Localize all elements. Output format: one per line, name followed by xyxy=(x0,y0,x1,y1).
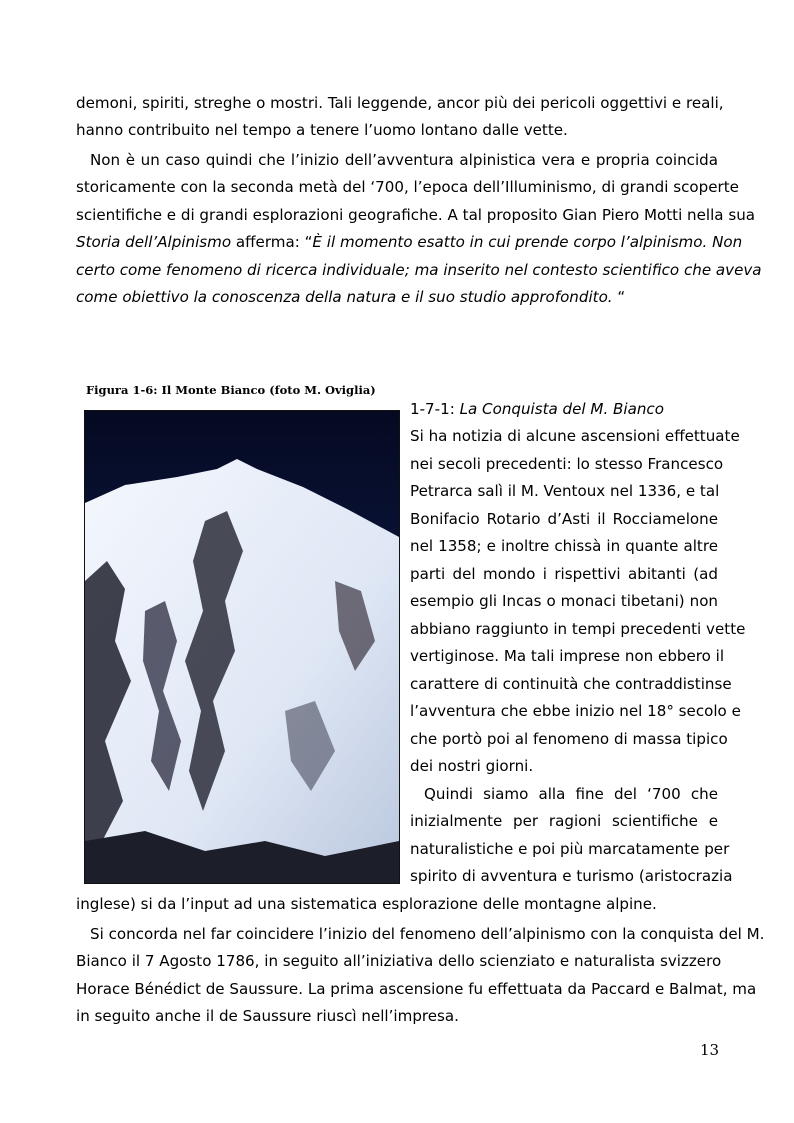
column-text-line: che portò poi al fenomeno di massa tipico xyxy=(410,730,728,748)
body-text-line: Bianco il 7 Agosto 1786, in seguito all’iniziativa dello scienziato e naturalista svizzero xyxy=(76,952,722,970)
column-text-line: carattere di continuità che contraddistinse xyxy=(410,675,732,693)
body-text-line: in seguito anche il de Saussure riuscì nell’impresa. xyxy=(76,1007,459,1025)
mont-blanc-photo xyxy=(84,410,400,884)
figure-caption: Figura 1-6: Il Monte Bianco (foto M. Oviglia) xyxy=(86,383,376,397)
book-title: Storia dell’Alpinismo xyxy=(76,233,232,251)
quote-text: come obiettivo la conoscenza della natura e il suo studio approfondito. xyxy=(76,288,613,306)
column-text-line: spirito di avventura e turismo (aristocrazia xyxy=(410,867,733,885)
column-text-line: nel 1358; e inoltre chissà in quante altre xyxy=(410,537,718,555)
body-text-line: Horace Bénédict de Saussure. La prima ascensione fu effettuata da Paccard e Balmat, ma xyxy=(76,980,757,998)
body-text-line xyxy=(76,232,743,252)
column-text-line: abbiano raggiunto in tempi precedenti vette xyxy=(410,620,746,638)
body-text-line xyxy=(76,260,762,280)
page-number: 13 xyxy=(700,1041,720,1059)
column-text-line: dei nostri giorni. xyxy=(410,757,534,775)
section-heading xyxy=(410,399,718,419)
body-text-line: inglese) si da l’input ad una sistematica esplorazione delle montagne alpine. xyxy=(76,895,657,913)
body-text-line: demoni, spiriti, streghe o mostri. Tali leggende, ancor più dei pericoli oggettivi e reali, xyxy=(76,94,724,112)
column-text-line: Si ha notizia di alcune ascensioni effettuate xyxy=(410,427,740,445)
body-text-line xyxy=(76,287,718,307)
body-text-line: Non è un caso quindi che l’inizio dell’avventura alpinistica vera e propria coincida xyxy=(90,151,718,169)
column-text-line: Bonifacio Rotario d’Asti il Rocciamelone xyxy=(410,510,718,528)
section-title: La Conquista del M. Bianco xyxy=(459,400,664,418)
column-text-line: parti del mondo i rispettivi abitanti (ad xyxy=(410,565,718,583)
body-text-line: Si concorda nel far coincidere l’inizio del fenomeno dell’alpinismo con la conquista del M. xyxy=(90,925,765,943)
mountain-illustration xyxy=(85,411,399,883)
snow-face xyxy=(85,459,399,883)
body-text-line: storicamente con la seconda metà del ‘700, l’epoca dell’Illuminismo, di grandi scoperte xyxy=(76,178,739,196)
column-text-line: vertiginose. Ma tali imprese non ebbero il xyxy=(410,647,725,665)
column-text-line: naturalistiche e poi più marcatamente per xyxy=(410,840,730,858)
column-text-line: Quindi siamo alla fine del ‘700 che xyxy=(424,785,718,803)
column-text-line: Petrarca salì il M. Ventoux nel 1336, e tal xyxy=(410,482,720,500)
body-text-line: hanno contribuito nel tempo a tenere l’uomo lontano dalle vette. xyxy=(76,121,568,139)
quote-text: È il momento esatto in cui prende corpo l’alpinismo. Non xyxy=(312,233,743,251)
column-text-line: inizialmente per ragioni scientifiche e xyxy=(410,812,718,830)
text-fragment: “ xyxy=(612,288,626,306)
body-text-line: scientifiche e di grandi esplorazioni geografiche. A tal proposito Gian Piero Motti nella sua xyxy=(76,206,756,224)
column-text-line: esempio gli Incas o monaci tibetani) non xyxy=(410,592,718,610)
column-text-line: nei secoli precedenti: lo stesso Francesco xyxy=(410,455,724,473)
quote-text: certo come fenomeno di ricerca individuale; ma inserito nel contesto scientifico che aveva xyxy=(76,261,762,279)
text-fragment: afferma: “ xyxy=(231,233,313,251)
section-number: 1-7-1: xyxy=(410,400,460,418)
column-text-line: l’avventura che ebbe inizio nel 18° secolo e xyxy=(410,702,741,720)
